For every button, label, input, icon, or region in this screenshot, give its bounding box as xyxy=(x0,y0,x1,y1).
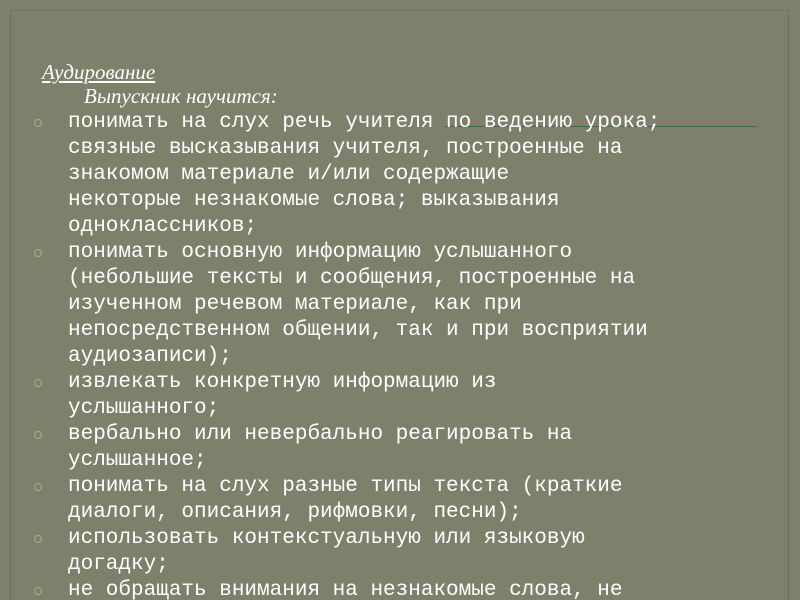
bullet-line: некоторые незнакомые слова; выказывания xyxy=(68,189,560,212)
circle-bullet-icon xyxy=(34,379,42,387)
circle-bullet-icon xyxy=(34,483,42,491)
circle-bullet-icon xyxy=(34,535,42,543)
bullet-line: услышанного; xyxy=(68,397,220,420)
bullet-line: не обращать внимания на незнакомые слова, не xyxy=(68,579,623,600)
bullet-line: изученном речевом материале, как при xyxy=(68,293,522,316)
bullet-item xyxy=(68,578,768,600)
circle-bullet-icon xyxy=(34,249,42,257)
bullet-line: извлекать конкретную информацию из xyxy=(68,371,497,394)
bullet-item xyxy=(68,110,768,240)
bullet-line: понимать на слух разные типы текста (краткие xyxy=(68,475,623,498)
bullet-item xyxy=(68,526,768,578)
bullet-line: одноклассников; xyxy=(68,215,258,238)
bullet-list xyxy=(68,110,768,600)
bullet-line: знакомом материале и/или содержащие xyxy=(68,163,510,186)
bullet-line: услышанное; xyxy=(68,449,207,472)
bullet-line: понимать основную информацию услышанного xyxy=(68,241,573,264)
bullet-line: понимать на слух речь учителя по ведению урока; xyxy=(68,111,661,134)
bullet-line: диалоги, описания, рифмовки, песни); xyxy=(68,501,522,524)
bullet-line: аудиозаписи); xyxy=(68,345,232,368)
bullet-line: вербально или невербально реагировать на xyxy=(68,423,573,446)
bullet-line: использовать контекстуальную или языковую xyxy=(68,527,585,550)
bullet-item xyxy=(68,474,768,526)
circle-bullet-icon xyxy=(34,119,42,127)
bullet-item xyxy=(68,422,768,474)
circle-bullet-icon xyxy=(34,431,42,439)
bullet-line: (небольшие тексты и сообщения, построенные на xyxy=(68,267,636,290)
section-heading: Аудирование xyxy=(42,60,156,84)
bullet-line: связные высказывания учителя, построенные на xyxy=(68,137,623,160)
bullet-line: непосредственном общении, так и при восприятии xyxy=(68,319,648,342)
section-subheading: Выпускник научится: xyxy=(84,84,278,108)
bullet-item xyxy=(68,240,768,370)
bullet-item xyxy=(68,370,768,422)
circle-bullet-icon xyxy=(34,587,42,595)
bullet-line: догадку; xyxy=(68,553,169,576)
